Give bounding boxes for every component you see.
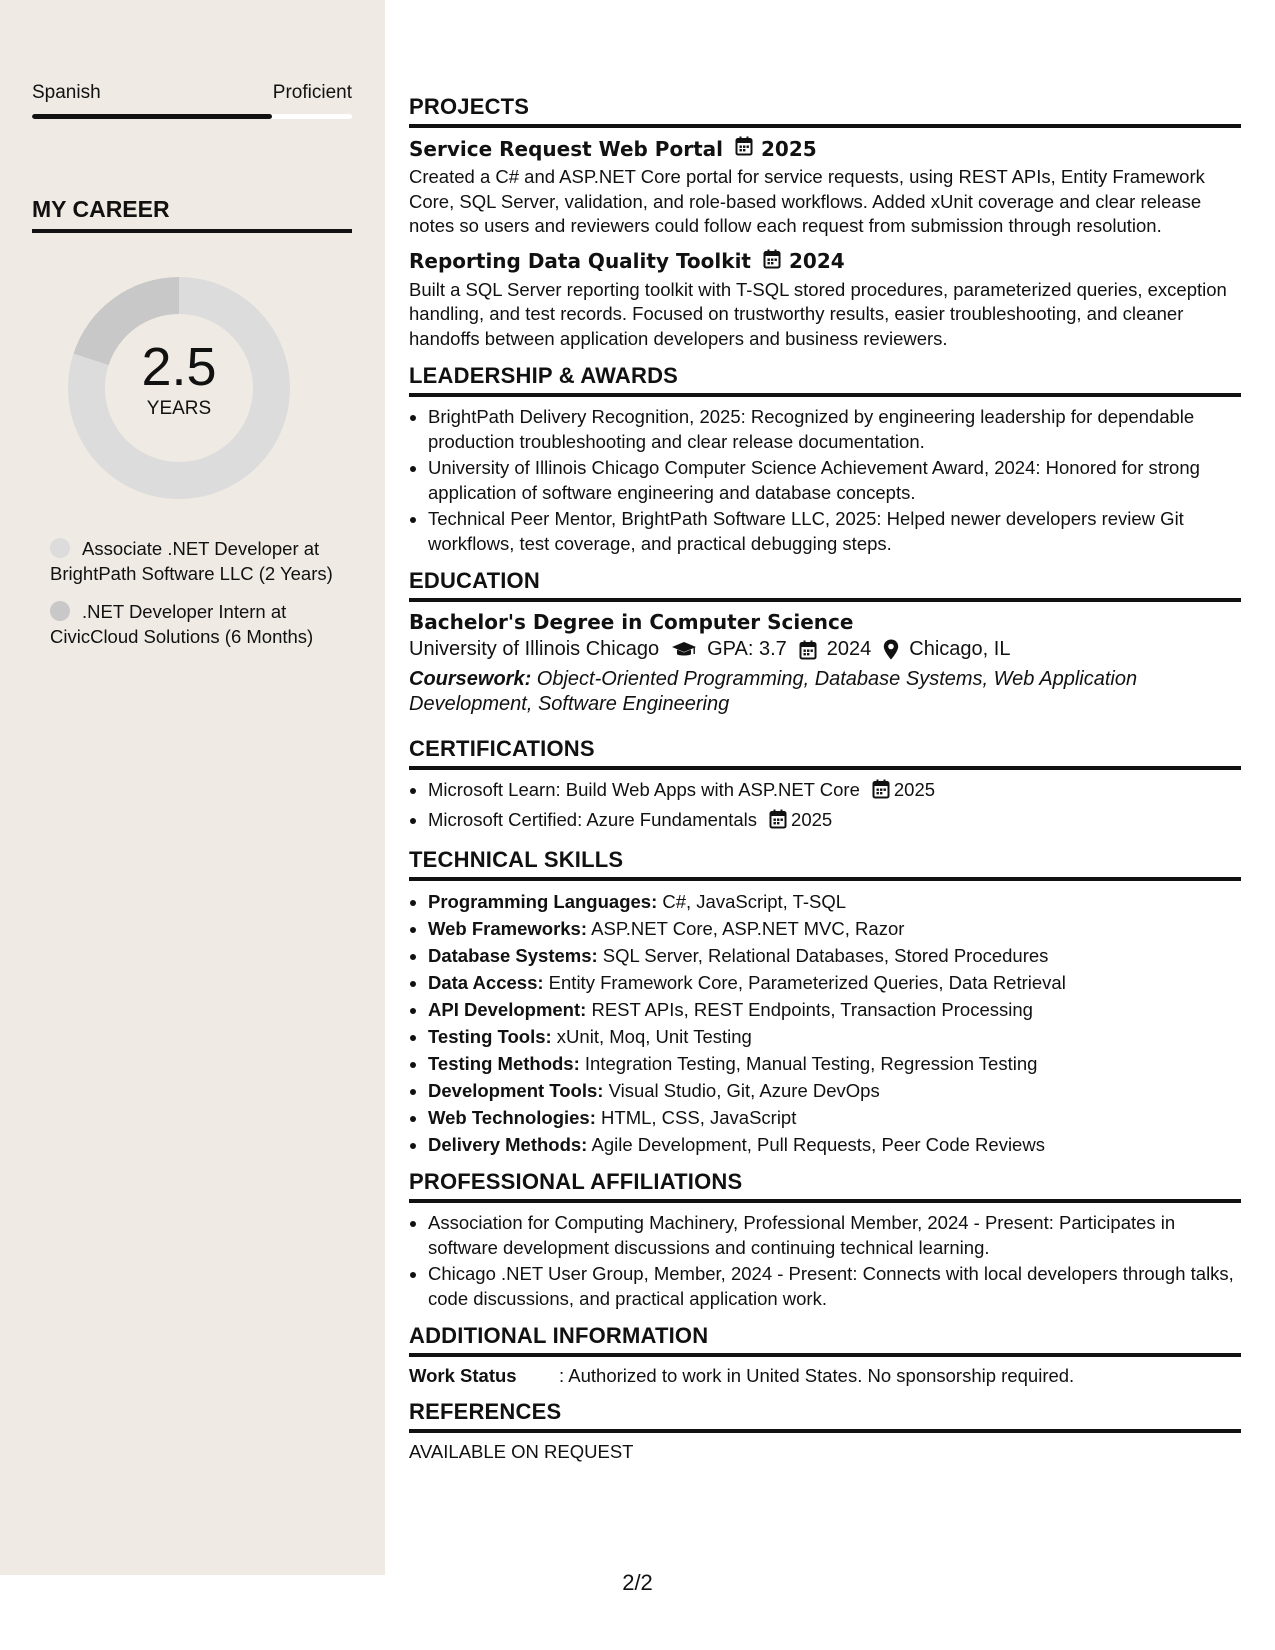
career-item [50,600,340,649]
certification-item [428,778,1241,806]
career-list [50,537,340,663]
project-title: Service Request Web Portal [409,136,723,161]
skill-item [428,943,1241,968]
skill-item [428,916,1241,941]
work-status-label: Work Status [409,1365,517,1386]
references-text: AVAILABLE ON REQUEST [409,1441,634,1462]
certifications-heading: CERTIFICATIONS [409,736,1241,770]
skill-value: xUnit, Moq, Unit Testing [551,1026,752,1047]
skill-item [428,1132,1241,1157]
skill-item [428,997,1241,1022]
education-details [409,638,1241,661]
school-location: Chicago, IL [909,638,1011,660]
skill-label: Data Access: [428,972,544,993]
education-heading: EDUCATION [409,568,1241,602]
career-item [50,537,340,586]
school-name: University of Illinois Chicago [409,638,660,660]
affiliation-item: • Chicago .NET User Group, Member, 2024 - Present: Connects with local developers through talks, code discussions, and practical application work. [428,1262,1241,1311]
certifications-list [409,778,1241,835]
project-title-row [409,249,1241,274]
leadership-list [409,405,1241,556]
certification-item [428,808,1241,836]
career-item-text: Associate .NET Developer at BrightPath Software LLC (2 Years) [50,538,333,584]
skill-label: API Development: [428,999,587,1020]
map-pin-icon [883,639,899,660]
skill-label: Web Frameworks: [428,918,588,939]
skill-label: Development Tools: [428,1080,604,1101]
references-section [409,1399,1241,1463]
leadership-heading: LEADERSHIP & AWARDS [409,363,1241,397]
skill-value: HTML, CSS, JavaScript [595,1107,797,1128]
certifications-section [409,736,1241,835]
certification-year: 2025 [893,779,936,800]
skill-label: Delivery Methods: [428,1134,588,1155]
affiliation-item: • Association for Computing Machinery, Professional Member, 2024 - Present: Participates in software development discussions and continuing technical learning. [428,1211,1241,1260]
skill-value: ASP.NET Core, ASP.NET MVC, Razor [587,918,905,939]
projects-section [409,94,1241,351]
skill-value: SQL Server, Relational Databases, Stored Procedures [597,945,1049,966]
leadership-section [409,363,1241,556]
skill-value: C#, JavaScript, T-SQL [657,891,847,912]
project-title: Reporting Data Quality Toolkit [409,249,751,273]
career-years-value: 2.5 [141,337,217,397]
career-years-unit: YEARS [146,398,212,419]
skill-item [428,1051,1241,1076]
skill-label: Testing Methods: [428,1053,580,1074]
award-item: • University of Illinois Chicago Computer Science Achievement Award, 2024: Honored for strong application of software engineering and database concepts. [428,456,1241,505]
language-level: Proficient [272,82,352,103]
coursework-text: Object-Oriented Programming, Database Systems, Web Application Development, Software Engineering [409,668,1138,715]
award-item: • Technical Peer Mentor, BrightPath Software LLC, 2025: Helped newer developers review Git workflows, test coverage, and practical debugging steps. [428,507,1241,556]
gpa: GPA: 3.7 [707,638,787,660]
skills-section [409,847,1241,1157]
career-legend-dot [50,538,70,558]
sidebar [0,0,385,1575]
graduation-year: 2024 [826,638,872,660]
skill-value: Entity Framework Core, Parameterized Queries, Data Retrieval [543,972,1066,993]
degree-title: Bachelor's Degree in Computer Science [409,610,854,634]
award-item: • BrightPath Delivery Recognition, 2025: Recognized by engineering leadership for dependable production troubleshooting and clear release documentation. [428,405,1241,454]
skills-heading: TECHNICAL SKILLS [409,847,1241,881]
skill-label: Testing Tools: [428,1026,552,1047]
project-year: 2024 [788,249,845,273]
additional-heading: ADDITIONAL INFORMATION [409,1323,1241,1357]
skill-item [428,1105,1241,1130]
additional-section [409,1323,1241,1387]
language-proficiency-fill [32,114,272,119]
project-title-row [409,136,1241,161]
skill-item [428,1024,1241,1049]
work-status-value: : Authorized to work in United States. No sponsorship required. [559,1365,1075,1386]
main-content [409,94,1241,1475]
language-name: Spanish [32,82,101,103]
education-section [409,568,1241,716]
project-description: Created a C# and ASP.NET Core portal for service requests, using REST APIs, Entity Framework Core, SQL Server, validation, and role-based workflows. Added xUnit coverage and clear release notes so users and reviewers could follow each request from submission through resolution. [409,166,1205,236]
career-heading: MY CAREER [32,196,352,233]
references-heading: REFERENCES [409,1399,1241,1433]
skill-item [428,1078,1241,1103]
certification-name: Microsoft Learn: Build Web Apps with ASP.NET Core [428,779,860,800]
career-item-text: .NET Developer Intern at CivicCloud Solutions (6 Months) [50,601,314,647]
project-year: 2025 [760,136,817,161]
skills-list [409,889,1241,1157]
calendar-icon [769,809,787,836]
skill-value: Integration Testing, Manual Testing, Regression Testing [579,1053,1038,1074]
skill-value: REST APIs, REST Endpoints, Transaction Processing [586,999,1033,1020]
coursework-label: Coursework: [409,668,532,690]
skill-value: Visual Studio, Git, Azure DevOps [603,1080,880,1101]
skill-label: Database Systems: [428,945,598,966]
affiliations-heading: PROFESSIONAL AFFILIATIONS [409,1169,1241,1203]
skill-value: Agile Development, Pull Requests, Peer Code Reviews [587,1134,1045,1155]
calendar-icon [872,779,890,806]
skill-label: Programming Languages: [428,891,658,912]
projects-list [409,136,1241,351]
language-row [32,82,352,104]
affiliations-section [409,1169,1241,1311]
certification-year: 2025 [791,808,833,830]
career-donut-chart [66,275,292,501]
calendar-icon [799,640,817,660]
calendar-icon [735,136,753,161]
work-status-row [409,1365,1241,1387]
page-number: 2/2 [622,1570,653,1595]
calendar-icon [763,249,781,274]
career-legend-dot [50,601,70,621]
skill-item [428,970,1241,995]
affiliations-list [409,1211,1241,1311]
projects-heading: PROJECTS [409,94,1241,128]
skill-label: Web Technologies: [428,1107,596,1128]
project-description: Built a SQL Server reporting toolkit with T-SQL stored procedures, parameterized queries, exception handling, and test records. Focused on trustworthy results, easier troubleshooting, and cleaner handoffs between application developers and business reviewers. [409,278,1227,349]
skill-item [428,889,1241,914]
certification-name: Microsoft Certified: Azure Fundamentals [428,808,758,830]
language-proficiency-bar [32,114,352,119]
graduation-cap-icon [671,641,697,659]
coursework [409,667,1241,716]
